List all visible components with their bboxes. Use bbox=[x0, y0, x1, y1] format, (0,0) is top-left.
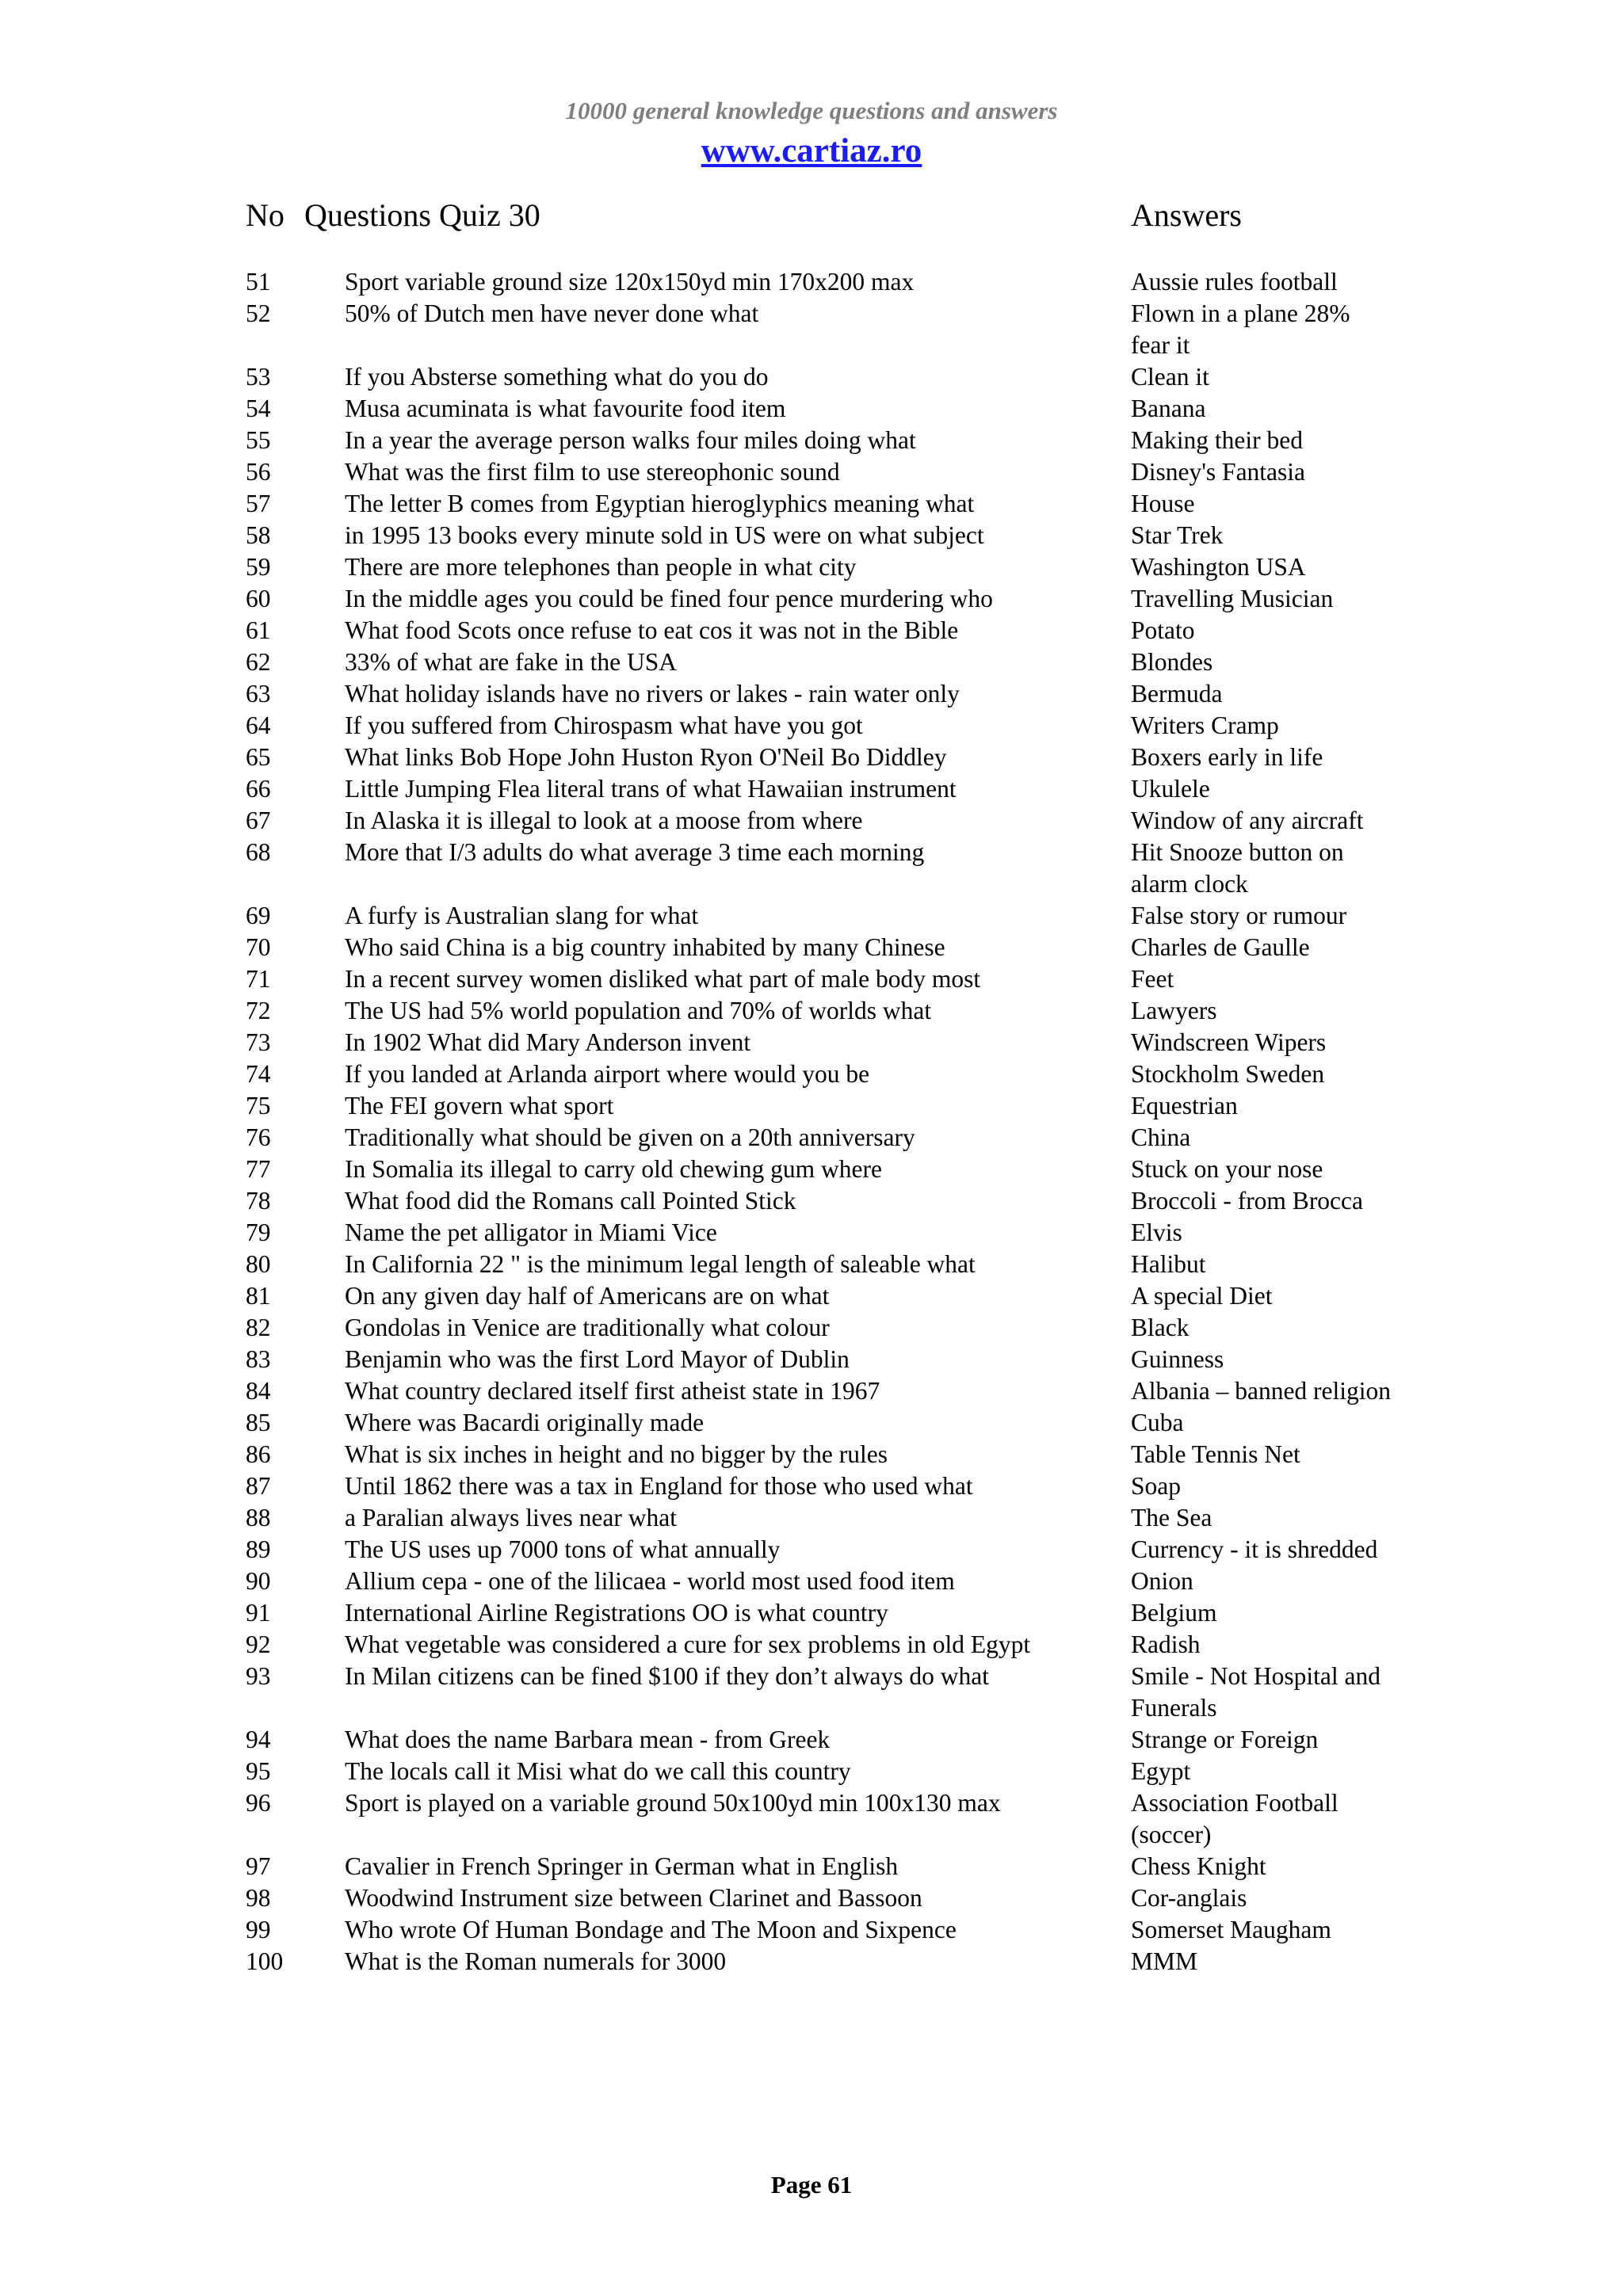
question-text: Woodwind Instrument size between Clarinet and Bassoon bbox=[345, 1884, 922, 1912]
answer-text: Blondes bbox=[1131, 648, 1213, 676]
question-number: 55 bbox=[246, 426, 271, 454]
answer-text: Broccoli - from Brocca bbox=[1131, 1187, 1364, 1215]
question-text: What links Bob Hope John Huston Ryon O'Neil Bo Diddley bbox=[345, 743, 947, 771]
table-row bbox=[0, 298, 1623, 361]
question-number: 53 bbox=[246, 363, 271, 391]
answer-text: Strange or Foreign bbox=[1131, 1726, 1319, 1753]
question-number: 65 bbox=[246, 743, 271, 771]
question-text: The US had 5% world population and 70% of worlds what bbox=[345, 997, 932, 1024]
answer-text: Making their bed bbox=[1131, 426, 1303, 454]
question-number: 68 bbox=[246, 838, 271, 866]
question-text: What holiday islands have no rivers or lakes - rain water only bbox=[345, 680, 960, 707]
table-row bbox=[0, 1027, 1623, 1058]
question-text: Who said China is a big country inhabited by many Chinese bbox=[345, 933, 945, 961]
question-text: More that I/3 adults do what average 3 time each morning bbox=[345, 838, 925, 866]
question-number: 77 bbox=[246, 1155, 271, 1183]
answer-text: Black bbox=[1131, 1314, 1190, 1341]
question-number: 99 bbox=[246, 1916, 271, 1943]
question-number: 100 bbox=[246, 1947, 284, 1975]
question-text: What food Scots once refuse to eat cos it was not in the Bible bbox=[345, 616, 959, 644]
answer-text: Travelling Musician bbox=[1131, 585, 1334, 612]
question-text: In a year the average person walks four miles doing what bbox=[345, 426, 916, 454]
answer-text: China bbox=[1131, 1123, 1191, 1151]
question-number: 78 bbox=[246, 1187, 271, 1215]
question-number: 79 bbox=[246, 1219, 271, 1246]
table-row bbox=[0, 1249, 1623, 1280]
table-row bbox=[0, 1724, 1623, 1756]
answer-text: House bbox=[1131, 490, 1195, 517]
question-text: 33% of what are fake in the USA bbox=[345, 648, 677, 676]
question-number: 90 bbox=[246, 1567, 271, 1595]
answer-text: Stuck on your nose bbox=[1131, 1155, 1323, 1183]
question-number: 74 bbox=[246, 1060, 271, 1088]
question-text: If you suffered from Chirospasm what have you got bbox=[345, 711, 863, 739]
question-number: 62 bbox=[246, 648, 271, 676]
column-header-answers: Answers bbox=[1131, 197, 1242, 233]
table-row bbox=[0, 1756, 1623, 1787]
question-text: What does the name Barbara mean - from Greek bbox=[345, 1726, 831, 1753]
answer-text: Soap bbox=[1131, 1472, 1181, 1500]
table-row bbox=[0, 742, 1623, 773]
question-number: 88 bbox=[246, 1504, 271, 1531]
answer-text: Flown in a plane 28% fear it bbox=[1131, 299, 1350, 359]
question-text: Gondolas in Venice are traditionally what colour bbox=[345, 1314, 830, 1341]
question-text: Until 1862 there was a tax in England for those who used what bbox=[345, 1472, 973, 1500]
table-row bbox=[0, 963, 1623, 995]
table-row bbox=[0, 1439, 1623, 1470]
question-number: 94 bbox=[246, 1726, 271, 1753]
question-text: What food did the Romans call Pointed Stick bbox=[345, 1187, 796, 1215]
answer-text: False story or rumour bbox=[1131, 902, 1347, 929]
site-link[interactable]: www.cartiaz.ro bbox=[701, 132, 922, 170]
question-number: 58 bbox=[246, 521, 271, 549]
answer-text: Chess Knight bbox=[1131, 1852, 1266, 1880]
table-row bbox=[0, 583, 1623, 615]
question-text: In Somalia its illegal to carry old chewing gum where bbox=[345, 1155, 882, 1183]
table-row bbox=[0, 805, 1623, 837]
quiz-table bbox=[0, 266, 1623, 1978]
question-text: Who wrote Of Human Bondage and The Moon and Sixpence bbox=[345, 1916, 957, 1943]
answer-text: A special Diet bbox=[1131, 1282, 1273, 1310]
question-text: What was the first film to use stereophonic sound bbox=[345, 458, 840, 486]
table-row bbox=[0, 456, 1623, 488]
answer-text: Aussie rules football bbox=[1131, 268, 1338, 296]
table-row bbox=[0, 710, 1623, 742]
answer-text: Stockholm Sweden bbox=[1131, 1060, 1325, 1088]
question-number: 80 bbox=[246, 1250, 271, 1278]
table-row bbox=[0, 1217, 1623, 1249]
answer-text: The Sea bbox=[1131, 1504, 1212, 1531]
answer-text: Albania – banned religion bbox=[1131, 1377, 1392, 1405]
question-number: 70 bbox=[246, 933, 271, 961]
question-number: 73 bbox=[246, 1028, 271, 1056]
question-text: What is six inches in height and no bigger by the rules bbox=[345, 1440, 888, 1468]
table-row bbox=[0, 1661, 1623, 1724]
question-number: 95 bbox=[246, 1757, 271, 1785]
answer-text: Windscreen Wipers bbox=[1131, 1028, 1327, 1056]
answer-text: Bermuda bbox=[1131, 680, 1223, 707]
question-text: Little Jumping Flea literal trans of what Hawaiian instrument bbox=[345, 775, 957, 803]
question-number: 81 bbox=[246, 1282, 271, 1310]
question-number: 75 bbox=[246, 1092, 271, 1119]
table-row bbox=[0, 1312, 1623, 1344]
answer-text: Onion bbox=[1131, 1567, 1193, 1595]
question-number: 60 bbox=[246, 585, 271, 612]
question-number: 59 bbox=[246, 553, 271, 581]
table-row bbox=[0, 393, 1623, 425]
table-row bbox=[0, 837, 1623, 900]
question-number: 56 bbox=[246, 458, 271, 486]
table-row bbox=[0, 1851, 1623, 1882]
question-number: 86 bbox=[246, 1440, 271, 1468]
question-text: Sport is played on a variable ground 50x100yd min 100x130 max bbox=[345, 1789, 1001, 1817]
question-number: 98 bbox=[246, 1884, 271, 1912]
question-number: 51 bbox=[246, 268, 271, 296]
question-text: There are more telephones than people in what city bbox=[345, 553, 857, 581]
table-row bbox=[0, 1344, 1623, 1375]
question-text: Benjamin who was the first Lord Mayor of Dublin bbox=[345, 1345, 850, 1373]
page-number: Page 61 bbox=[770, 2171, 853, 2199]
answer-text: Equestrian bbox=[1131, 1092, 1238, 1119]
answer-text: Boxers early in life bbox=[1131, 743, 1323, 771]
table-row bbox=[0, 1566, 1623, 1597]
answer-text: Window of any aircraft bbox=[1131, 807, 1364, 834]
question-text: Name the pet alligator in Miami Vice bbox=[345, 1219, 717, 1246]
table-row bbox=[0, 520, 1623, 551]
question-text: in 1995 13 books every minute sold in US were on what subject bbox=[345, 521, 984, 549]
question-number: 87 bbox=[246, 1472, 271, 1500]
question-number: 83 bbox=[246, 1345, 271, 1373]
question-number: 67 bbox=[246, 807, 271, 834]
question-text: Sport variable ground size 120x150yd min 170x200 max bbox=[345, 268, 915, 296]
table-row bbox=[0, 1946, 1623, 1978]
answer-text: Cor-anglais bbox=[1131, 1884, 1247, 1912]
table-row bbox=[0, 1122, 1623, 1154]
question-text: 50% of Dutch men have never done what bbox=[345, 299, 759, 327]
question-text: Where was Bacardi originally made bbox=[345, 1409, 705, 1436]
table-row bbox=[0, 266, 1623, 298]
question-number: 76 bbox=[246, 1123, 271, 1151]
answer-text: Elvis bbox=[1131, 1219, 1182, 1246]
question-number: 97 bbox=[246, 1852, 271, 1880]
answer-text: Charles de Gaulle bbox=[1131, 933, 1310, 961]
table-row bbox=[0, 1787, 1623, 1851]
answer-text: Cuba bbox=[1131, 1409, 1184, 1436]
table-row bbox=[0, 995, 1623, 1027]
question-text: The FEI govern what sport bbox=[345, 1092, 614, 1119]
table-row bbox=[0, 1597, 1623, 1629]
answer-text: Table Tennis Net bbox=[1131, 1440, 1300, 1468]
question-text: In California 22 " is the minimum legal length of saleable what bbox=[345, 1250, 976, 1278]
question-number: 66 bbox=[246, 775, 271, 803]
question-text: A furfy is Australian slang for what bbox=[345, 902, 699, 929]
question-text: Allium cepa - one of the lilicaea - world most used food item bbox=[345, 1567, 955, 1595]
answer-text: Association Football (soccer) bbox=[1131, 1789, 1338, 1848]
table-row bbox=[0, 1185, 1623, 1217]
answer-text: Star Trek bbox=[1131, 521, 1224, 549]
question-number: 69 bbox=[246, 902, 271, 929]
table-row bbox=[0, 1914, 1623, 1946]
answer-text: Feet bbox=[1131, 965, 1174, 993]
table-row bbox=[0, 1629, 1623, 1661]
question-number: 63 bbox=[246, 680, 271, 707]
answer-text: Hit Snooze button on alarm clock bbox=[1131, 838, 1344, 898]
answer-text: Disney's Fantasia bbox=[1131, 458, 1306, 486]
table-row bbox=[0, 1090, 1623, 1122]
table-row bbox=[0, 1154, 1623, 1185]
document-subtitle: 10000 general knowledge questions and answers bbox=[565, 97, 1058, 124]
table-row bbox=[0, 488, 1623, 520]
table-row bbox=[0, 932, 1623, 963]
question-number: 64 bbox=[246, 711, 271, 739]
question-text: What is the Roman numerals for 3000 bbox=[345, 1947, 727, 1975]
answer-text: Potato bbox=[1131, 616, 1195, 644]
question-text: In Milan citizens can be fined $100 if they don’t always do what bbox=[345, 1662, 989, 1690]
question-number: 72 bbox=[246, 997, 271, 1024]
question-number: 71 bbox=[246, 965, 271, 993]
answer-text: Radish bbox=[1131, 1630, 1201, 1658]
answer-text: Egypt bbox=[1131, 1757, 1191, 1785]
table-row bbox=[0, 1058, 1623, 1090]
question-text: International Airline Registrations OO is what country bbox=[345, 1599, 888, 1627]
table-row bbox=[0, 1375, 1623, 1407]
question-number: 61 bbox=[246, 616, 271, 644]
question-number: 93 bbox=[246, 1662, 271, 1690]
question-text: What vegetable was considered a cure for sex problems in old Egypt bbox=[345, 1630, 1031, 1658]
table-row bbox=[0, 646, 1623, 678]
question-number: 85 bbox=[246, 1409, 271, 1436]
table-row bbox=[0, 615, 1623, 646]
question-text: What country declared itself first atheist state in 1967 bbox=[345, 1377, 880, 1405]
answer-text: Belgium bbox=[1131, 1599, 1217, 1627]
question-text: If you landed at Arlanda airport where would you be bbox=[345, 1060, 870, 1088]
question-text: In 1902 What did Mary Anderson invent bbox=[345, 1028, 751, 1056]
table-row bbox=[0, 1407, 1623, 1439]
question-text: In the middle ages you could be fined four pence murdering who bbox=[345, 585, 993, 612]
table-row bbox=[0, 1280, 1623, 1312]
column-header-no: No bbox=[246, 197, 285, 233]
question-number: 52 bbox=[246, 299, 271, 327]
answer-text: Smile - Not Hospital and Funerals bbox=[1131, 1662, 1381, 1722]
table-row bbox=[0, 773, 1623, 805]
answer-text: Somerset Maugham bbox=[1131, 1916, 1331, 1943]
question-text: If you Absterse something what do you do bbox=[345, 363, 769, 391]
table-row bbox=[0, 1882, 1623, 1914]
question-number: 84 bbox=[246, 1377, 271, 1405]
question-text: a Paralian always lives near what bbox=[345, 1504, 677, 1531]
answer-text: MMM bbox=[1131, 1947, 1198, 1975]
answer-text: Writers Cramp bbox=[1131, 711, 1279, 739]
question-text: The locals call it Misi what do we call this country bbox=[345, 1757, 851, 1785]
answer-text: Guinness bbox=[1131, 1345, 1224, 1373]
question-text: Traditionally what should be given on a 20th anniversary bbox=[345, 1123, 915, 1151]
question-number: 57 bbox=[246, 490, 271, 517]
answer-text: Clean it bbox=[1131, 363, 1209, 391]
table-row bbox=[0, 678, 1623, 710]
answer-text: Washington USA bbox=[1131, 553, 1306, 581]
question-text: The US uses up 7000 tons of what annually bbox=[345, 1535, 781, 1563]
question-text: In Alaska it is illegal to look at a moose from where bbox=[345, 807, 863, 834]
table-row bbox=[0, 361, 1623, 393]
answer-text: Currency - it is shredded bbox=[1131, 1535, 1378, 1563]
question-text: Musa acuminata is what favourite food item bbox=[345, 395, 786, 422]
table-row bbox=[0, 1534, 1623, 1566]
table-row bbox=[0, 900, 1623, 932]
answer-text: Ukulele bbox=[1131, 775, 1210, 803]
column-header-questions: Questions Quiz 30 bbox=[304, 197, 540, 233]
answer-text: Banana bbox=[1131, 395, 1206, 422]
question-text: On any given day half of Americans are on what bbox=[345, 1282, 830, 1310]
table-row bbox=[0, 551, 1623, 583]
table-row bbox=[0, 1470, 1623, 1502]
question-text: The letter B comes from Egyptian hieroglyphics meaning what bbox=[345, 490, 975, 517]
answer-text: Halibut bbox=[1131, 1250, 1206, 1278]
answer-text: Lawyers bbox=[1131, 997, 1217, 1024]
question-number: 91 bbox=[246, 1599, 271, 1627]
question-number: 92 bbox=[246, 1630, 271, 1658]
question-number: 89 bbox=[246, 1535, 271, 1563]
question-number: 82 bbox=[246, 1314, 271, 1341]
question-text: In a recent survey women disliked what part of male body most bbox=[345, 965, 981, 993]
question-number: 96 bbox=[246, 1789, 271, 1817]
table-row bbox=[0, 1502, 1623, 1534]
table-row bbox=[0, 425, 1623, 456]
question-text: Cavalier in French Springer in German what in English bbox=[345, 1852, 899, 1880]
question-number: 54 bbox=[246, 395, 271, 422]
